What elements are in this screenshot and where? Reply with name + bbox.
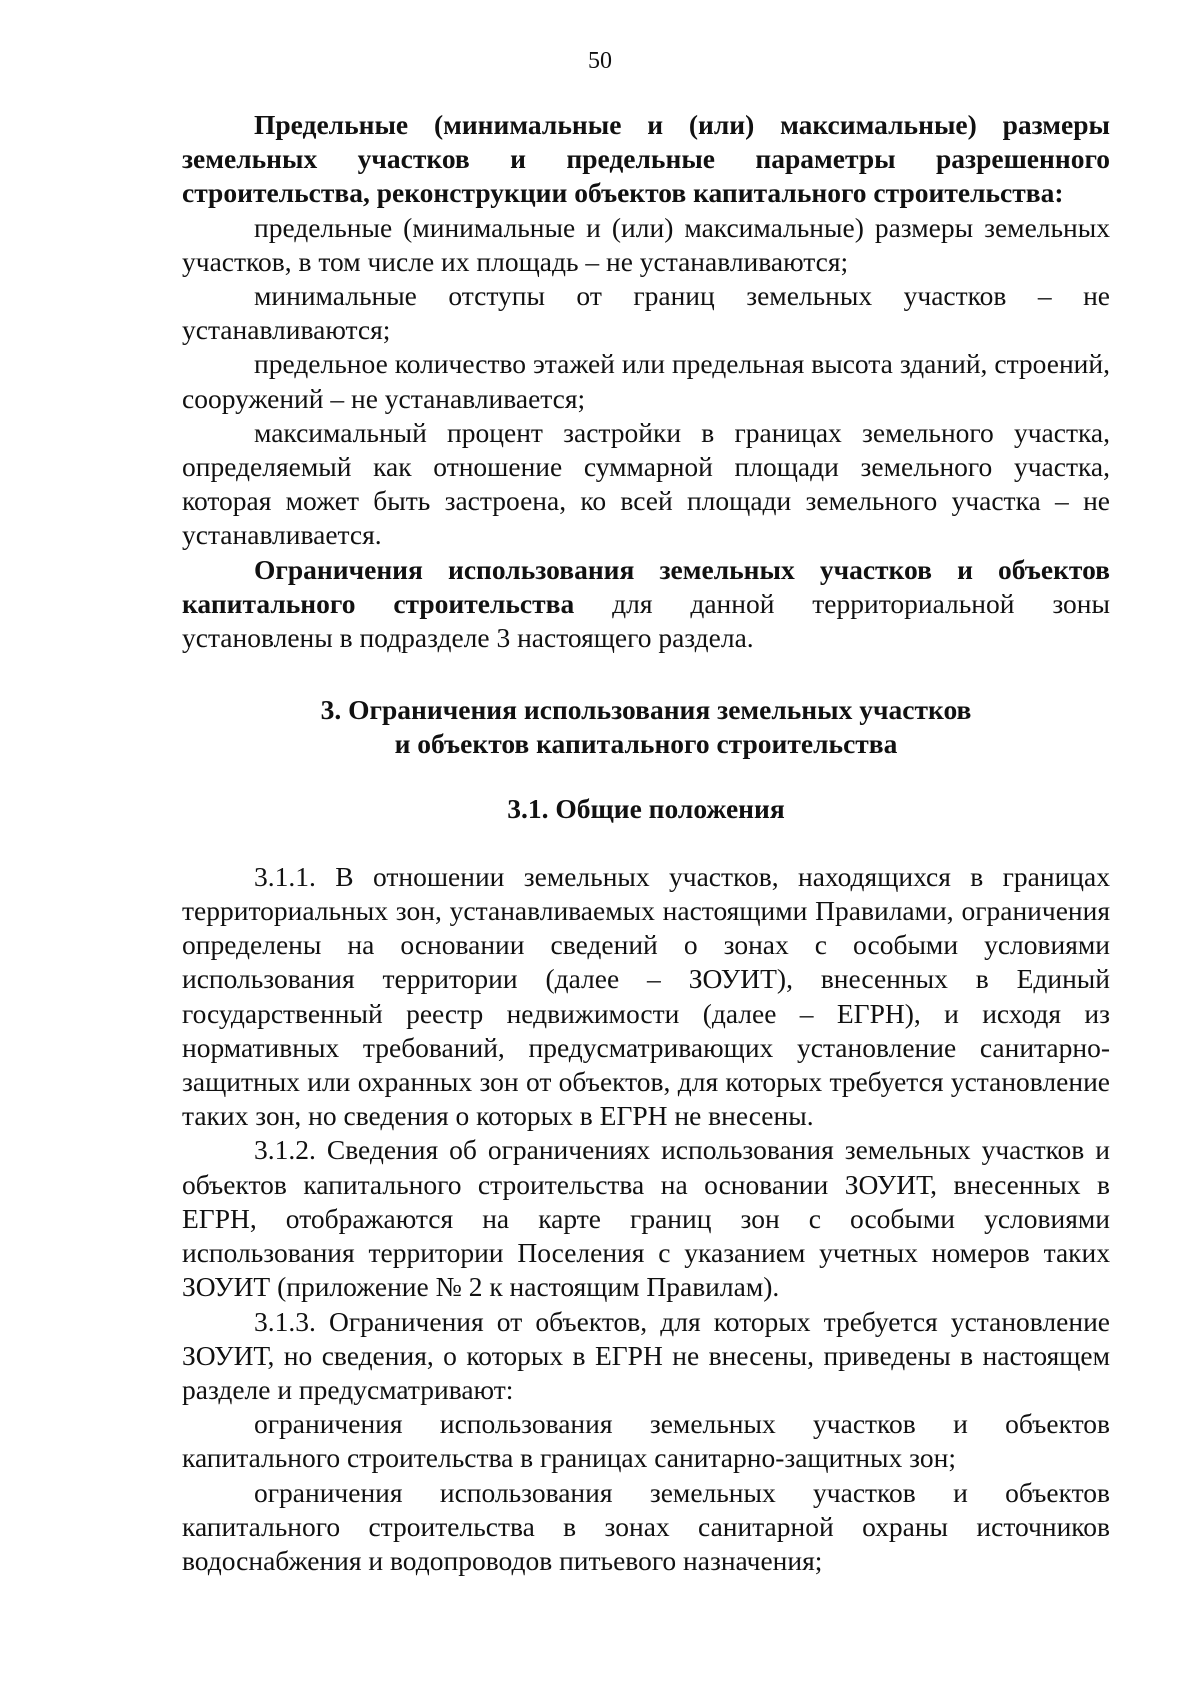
- list-item-sanitary-zones: ограничения использования земельных участков и объектов капитального строительства в границах санитарно-защитных зон;: [182, 1408, 1110, 1474]
- restrictions-reference-text: для данной территориальной зоны установлены в подразделе 3 настоящего раздела.: [182, 587, 1110, 654]
- section-3-title-line2: и объектов капитального строительства: [394, 728, 898, 760]
- section-3-title: [182, 693, 1110, 761]
- page-number: 50: [588, 48, 612, 74]
- restrictions-reference-bold: Ограничения использования земельных участков и объектов капитального строительства: [182, 553, 1110, 619]
- paragraph-3-1-2: 3.1.2. Сведения об ограничениях использования земельных участков и объектов капитального строительства на основании ЗОУИТ, внесенных в ЕГРН, отображаются на карте границ зон с особыми условиями использования территории Поселения с указанием учетных номеров таких ЗОУИТ (приложение № 2 к настоящим Правилам).: [182, 1134, 1110, 1303]
- restrictions-reference: [182, 553, 1110, 656]
- limit-item-plot-size: предельные (минимальные и (или) максимальные) размеры земельных участков, в том числе их площадь – не устанавливаются;: [182, 211, 1110, 277]
- section-3-title-line1: 3. Ограничения использования земельных участков: [320, 694, 972, 726]
- limit-item-floors: предельное количество этажей или предельная высота зданий, строений, сооружений – не устанавливается;: [182, 348, 1110, 414]
- section-3-1-title: 3.1. Общие положения: [507, 792, 785, 824]
- list-item-water-protection-zones: ограничения использования земельных участков и объектов капитального строительства в зонах санитарной охраны источников водоснабжения и водопроводов питьевого назначения;: [182, 1476, 1110, 1576]
- limit-item-setbacks: минимальные отступы от границ земельных участков – не устанавливаются;: [182, 280, 1110, 346]
- limits-heading: Предельные (минимальные и (или) максимальные) размеры земельных участков и предельные параметры разрешенного строительства, реконструкции объектов капитального строительства:: [182, 109, 1110, 209]
- paragraph-3-1-3: 3.1.3. Ограничения от объектов, для которых требуется установление ЗОУИТ, но сведения, о которых в ЕГРН не внесены, приведены в настоящем разделе и предусматривают:: [182, 1305, 1110, 1405]
- document-body: [182, 108, 1110, 1578]
- limit-item-coverage: максимальный процент застройки в границах земельного участка, определяемый как отношение суммарной площади земельного участка, которая может быть застроена, ко всей площади земельного участка – не устанавливается.: [182, 416, 1110, 551]
- paragraph-3-1-1: 3.1.1. В отношении земельных участков, находящихся в границах территориальных зон, устанавливаемых настоящими Правилами, ограничения определены на основании сведений о зонах с особыми условиями использования территории (далее – ЗОУИТ), внесенных в Единый государственный реестр недвижимости (далее – ЕГРН), и исходя из нормативных требований, предусматривающих установление санитарно-защитных или охранных зон от объектов, для которых требуется установление таких зон, но сведения о которых в ЕГРН не внесены.: [182, 860, 1110, 1132]
